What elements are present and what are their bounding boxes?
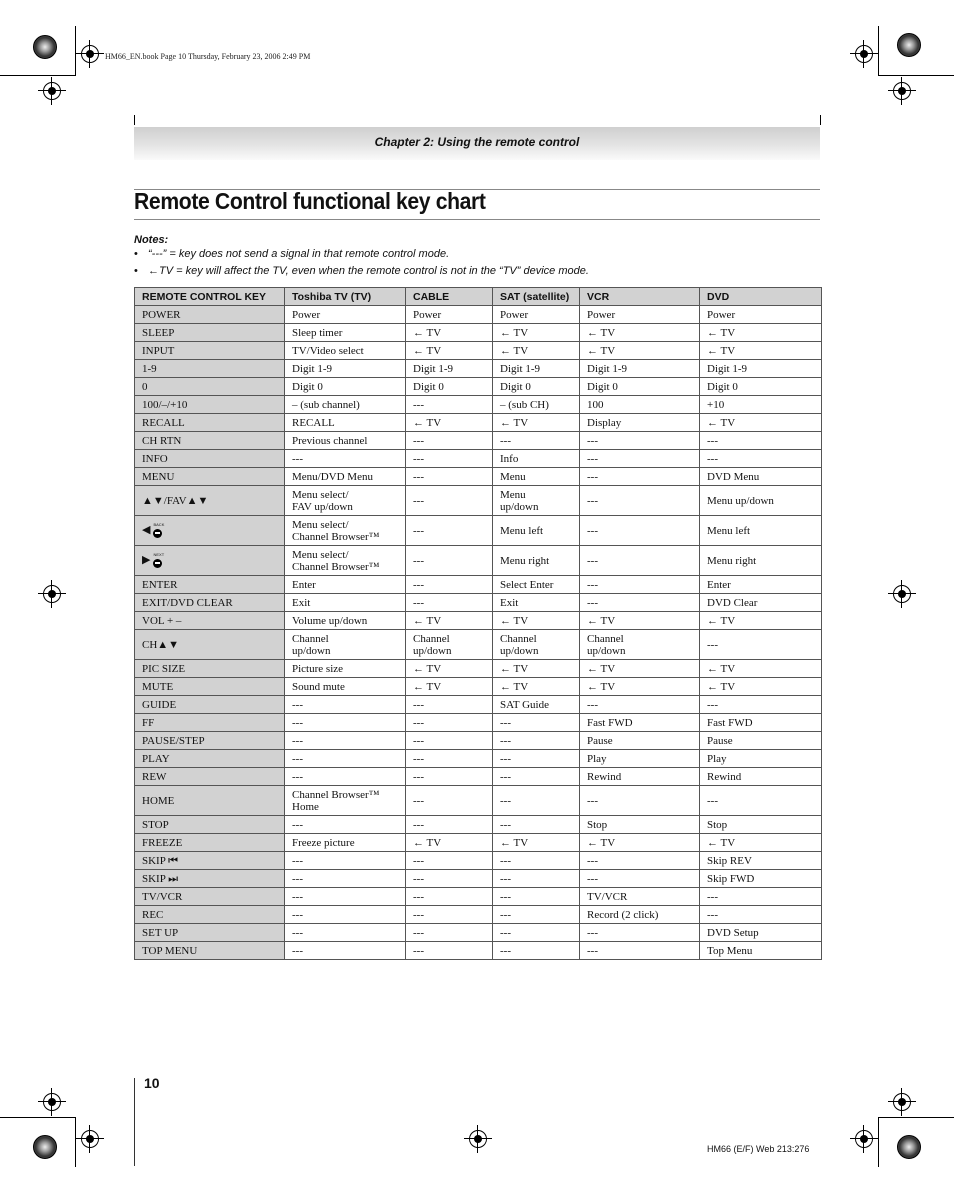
- function-cell: ---: [285, 450, 406, 468]
- function-cell: Channel up/down: [580, 630, 700, 660]
- table-row: [135, 834, 822, 852]
- function-cell: ---: [406, 714, 493, 732]
- key-cell: ENTER: [135, 576, 285, 594]
- key-cell: POWER: [135, 306, 285, 324]
- function-cell: Play: [700, 750, 822, 768]
- function-cell: Menu up/down: [493, 486, 580, 516]
- table-row: [135, 378, 822, 396]
- button-caption: BACK: [153, 522, 165, 527]
- key-cell: ▶ NEXT: [135, 546, 285, 576]
- key-cell: TOP MENU: [135, 942, 285, 960]
- function-cell: Digit 1-9: [285, 360, 406, 378]
- function-cell: ---: [406, 732, 493, 750]
- function-cell: Select Enter: [493, 576, 580, 594]
- key-cell: ◀ BACK: [135, 516, 285, 546]
- function-cell: ---: [700, 696, 822, 714]
- function-cell: Channel up/down: [406, 630, 493, 660]
- function-cell: ← TV: [580, 834, 700, 852]
- registration-mark-icon: [855, 45, 873, 63]
- registration-sunburst-icon: [33, 35, 57, 59]
- registration-sunburst-icon: [33, 1135, 57, 1159]
- table-row: [135, 396, 822, 414]
- function-cell: Skip REV: [700, 852, 822, 870]
- table-row: [135, 414, 822, 432]
- function-cell: ---: [580, 786, 700, 816]
- function-cell: Rewind: [580, 768, 700, 786]
- button-dot-icon: [153, 529, 162, 538]
- key-cell: SKIP ⏮: [135, 852, 285, 870]
- function-cell: ← TV: [406, 324, 493, 342]
- function-cell: Sleep timer: [285, 324, 406, 342]
- function-cell: ← TV: [406, 834, 493, 852]
- function-cell: ← TV: [700, 660, 822, 678]
- function-cell: ---: [406, 888, 493, 906]
- table-row: [135, 816, 822, 834]
- function-cell: ---: [580, 924, 700, 942]
- function-cell: ---: [700, 888, 822, 906]
- key-cell: FF: [135, 714, 285, 732]
- key-cell: STOP: [135, 816, 285, 834]
- table-header-row: [135, 288, 822, 306]
- function-cell: Menu select/ FAV up/down: [285, 486, 406, 516]
- function-cell: ---: [493, 942, 580, 960]
- function-cell: ---: [285, 714, 406, 732]
- function-cell: ---: [700, 630, 822, 660]
- key-cell: CH RTN: [135, 432, 285, 450]
- function-cell: Previous channel: [285, 432, 406, 450]
- table-row: [135, 306, 822, 324]
- key-cell: MENU: [135, 468, 285, 486]
- key-cell: CH▲▼: [135, 630, 285, 660]
- function-cell: ← TV: [406, 678, 493, 696]
- function-cell: ← TV: [700, 324, 822, 342]
- key-cell: SET UP: [135, 924, 285, 942]
- function-cell: Digit 1-9: [406, 360, 493, 378]
- book-info: HM66_EN.book Page 10 Thursday, February 23, 2006 2:49 PM: [105, 52, 311, 61]
- table-row: [135, 360, 822, 378]
- function-cell: ---: [580, 432, 700, 450]
- registration-mark-icon: [43, 82, 61, 100]
- function-cell: ---: [580, 576, 700, 594]
- registration-mark-icon: [43, 585, 61, 603]
- table-row: [135, 594, 822, 612]
- function-cell: ---: [493, 786, 580, 816]
- function-cell: – (sub CH): [493, 396, 580, 414]
- function-cell: ---: [700, 786, 822, 816]
- function-cell: Stop: [580, 816, 700, 834]
- function-cell: ← TV: [493, 834, 580, 852]
- table-row: [135, 906, 822, 924]
- function-cell: ← TV: [580, 660, 700, 678]
- table-row: [135, 678, 822, 696]
- function-cell: Power: [406, 306, 493, 324]
- function-cell: ---: [580, 870, 700, 888]
- function-cell: ---: [285, 852, 406, 870]
- function-cell: Enter: [700, 576, 822, 594]
- table-row: [135, 612, 822, 630]
- function-cell: Play: [580, 750, 700, 768]
- function-cell: Digit 0: [580, 378, 700, 396]
- function-cell: Menu up/down: [700, 486, 822, 516]
- function-cell: DVD Setup: [700, 924, 822, 942]
- function-cell: Display: [580, 414, 700, 432]
- function-cell: ---: [406, 546, 493, 576]
- function-cell: ---: [285, 888, 406, 906]
- registration-mark-icon: [81, 1130, 99, 1148]
- function-cell: ---: [406, 450, 493, 468]
- function-cell: Record (2 click): [580, 906, 700, 924]
- function-cell: ← TV: [493, 414, 580, 432]
- function-cell: ---: [285, 696, 406, 714]
- function-cell: Top Menu: [700, 942, 822, 960]
- button-dot-icon: [153, 559, 162, 568]
- function-cell: ---: [700, 450, 822, 468]
- key-cell: HOME: [135, 786, 285, 816]
- function-cell: ---: [285, 768, 406, 786]
- table-row: [135, 786, 822, 816]
- key-cell: PIC SIZE: [135, 660, 285, 678]
- note-item: • ←TV = key will affect the TV, even when the remote control is not in the “TV” device mode.: [134, 265, 589, 277]
- function-cell: ---: [285, 924, 406, 942]
- function-cell: ---: [406, 396, 493, 414]
- function-cell: Menu right: [700, 546, 822, 576]
- key-cell: SLEEP: [135, 324, 285, 342]
- function-cell: Power: [700, 306, 822, 324]
- function-cell: ← TV: [700, 612, 822, 630]
- table-row: [135, 468, 822, 486]
- back-button-icon: [153, 522, 164, 539]
- function-cell: ---: [493, 816, 580, 834]
- function-cell: DVD Clear: [700, 594, 822, 612]
- function-cell: ---: [580, 450, 700, 468]
- table-row: [135, 450, 822, 468]
- function-cell: ---: [406, 786, 493, 816]
- function-cell: Exit: [285, 594, 406, 612]
- key-cell: INPUT: [135, 342, 285, 360]
- key-cell: PLAY: [135, 750, 285, 768]
- column-header: Toshiba TV (TV): [285, 288, 406, 306]
- table-row: [135, 942, 822, 960]
- function-cell: ← TV: [700, 342, 822, 360]
- function-cell: TV/VCR: [580, 888, 700, 906]
- key-cell: GUIDE: [135, 696, 285, 714]
- function-cell: ---: [406, 696, 493, 714]
- function-cell: ← TV: [406, 660, 493, 678]
- function-cell: ---: [493, 870, 580, 888]
- function-cell: Menu select/ Channel Browser™: [285, 516, 406, 546]
- function-cell: ---: [406, 942, 493, 960]
- column-header: CABLE: [406, 288, 493, 306]
- function-cell: Digit 0: [285, 378, 406, 396]
- function-cell: ← TV: [700, 414, 822, 432]
- table-row: [135, 324, 822, 342]
- next-button-icon: [153, 552, 164, 569]
- function-cell: ---: [493, 732, 580, 750]
- registration-mark-icon: [855, 1130, 873, 1148]
- function-cell: ← TV: [406, 342, 493, 360]
- table-row: [135, 516, 822, 546]
- function-cell: Skip FWD: [700, 870, 822, 888]
- function-cell: – (sub channel): [285, 396, 406, 414]
- function-cell: ← TV: [493, 324, 580, 342]
- table-row: [135, 342, 822, 360]
- function-cell: ---: [285, 750, 406, 768]
- function-cell: ---: [493, 888, 580, 906]
- function-cell: ← TV: [493, 678, 580, 696]
- function-cell: Menu right: [493, 546, 580, 576]
- function-cell: ← TV: [493, 342, 580, 360]
- function-cell: ---: [406, 594, 493, 612]
- key-cell: VOL + –: [135, 612, 285, 630]
- key-cell: FREEZE: [135, 834, 285, 852]
- function-cell: Channel up/down: [493, 630, 580, 660]
- function-cell: ---: [285, 816, 406, 834]
- function-cell: ---: [493, 768, 580, 786]
- function-cell: Fast FWD: [580, 714, 700, 732]
- function-cell: Channel Browser™ Home: [285, 786, 406, 816]
- function-cell: ---: [580, 546, 700, 576]
- function-cell: ---: [285, 906, 406, 924]
- table-row: [135, 546, 822, 576]
- function-cell: ---: [700, 432, 822, 450]
- table-row: [135, 660, 822, 678]
- table-row: [135, 714, 822, 732]
- function-cell: ← TV: [700, 834, 822, 852]
- function-cell: Digit 0: [406, 378, 493, 396]
- notes-title: Notes:: [134, 234, 169, 246]
- key-cell: TV/VCR: [135, 888, 285, 906]
- key-cell: REW: [135, 768, 285, 786]
- registration-mark-icon: [893, 585, 911, 603]
- function-cell: Power: [580, 306, 700, 324]
- function-cell: ---: [580, 594, 700, 612]
- function-cell: ---: [493, 432, 580, 450]
- function-cell: ---: [580, 486, 700, 516]
- function-cell: Digit 0: [700, 378, 822, 396]
- function-cell: Power: [493, 306, 580, 324]
- registration-mark-icon: [81, 45, 99, 63]
- function-cell: Digit 1-9: [493, 360, 580, 378]
- function-cell: ← TV: [580, 612, 700, 630]
- function-cell: Menu: [493, 468, 580, 486]
- registration-sunburst-icon: [897, 1135, 921, 1159]
- registration-mark-icon: [43, 1093, 61, 1111]
- function-cell: ← TV: [580, 678, 700, 696]
- button-caption: NEXT: [153, 552, 165, 557]
- function-cell: ---: [580, 696, 700, 714]
- function-cell: ← TV: [493, 660, 580, 678]
- function-cell: ---: [493, 906, 580, 924]
- registration-sunburst-icon: [897, 33, 921, 57]
- function-cell: ---: [285, 732, 406, 750]
- function-cell: ---: [700, 906, 822, 924]
- function-cell: ---: [493, 714, 580, 732]
- function-cell: Rewind: [700, 768, 822, 786]
- key-cell: SKIP ⏭: [135, 870, 285, 888]
- table-row: [135, 750, 822, 768]
- table-body: [135, 306, 822, 960]
- title-rule-bottom: [134, 219, 820, 220]
- function-cell: ← TV: [406, 414, 493, 432]
- function-cell: Menu left: [493, 516, 580, 546]
- function-cell: Digit 1-9: [700, 360, 822, 378]
- function-cell: ---: [406, 432, 493, 450]
- function-cell: ---: [493, 750, 580, 768]
- function-cell: ---: [406, 816, 493, 834]
- registration-mark-icon: [893, 1093, 911, 1111]
- table-row: [135, 576, 822, 594]
- function-cell: ---: [580, 942, 700, 960]
- key-cell: REC: [135, 906, 285, 924]
- key-cell: ▲▼/FAV▲▼: [135, 486, 285, 516]
- function-cell: RECALL: [285, 414, 406, 432]
- registration-mark-icon: [469, 1130, 487, 1148]
- key-cell: RECALL: [135, 414, 285, 432]
- function-cell: Info: [493, 450, 580, 468]
- key-cell: 0: [135, 378, 285, 396]
- function-cell: ---: [406, 906, 493, 924]
- table-row: [135, 924, 822, 942]
- table-row: [135, 630, 822, 660]
- function-cell: Pause: [580, 732, 700, 750]
- function-cell: ---: [406, 486, 493, 516]
- function-cell: DVD Menu: [700, 468, 822, 486]
- key-cell: INFO: [135, 450, 285, 468]
- table-row: [135, 870, 822, 888]
- note-item: • “---” = key does not send a signal in that remote control mode.: [134, 248, 450, 260]
- function-cell: Digit 1-9: [580, 360, 700, 378]
- table-row: [135, 732, 822, 750]
- margin-line: [134, 1078, 135, 1166]
- function-cell: ---: [285, 942, 406, 960]
- function-cell: ---: [406, 750, 493, 768]
- function-cell: Enter: [285, 576, 406, 594]
- function-cell: SAT Guide: [493, 696, 580, 714]
- function-cell: Menu/DVD Menu: [285, 468, 406, 486]
- function-cell: ---: [580, 468, 700, 486]
- table-row: [135, 852, 822, 870]
- function-cell: Power: [285, 306, 406, 324]
- column-header: DVD: [700, 288, 822, 306]
- footer-code: HM66 (E/F) Web 213:276: [707, 1144, 810, 1154]
- function-cell: ← TV: [580, 342, 700, 360]
- chapter-title: Chapter 2: Using the remote control: [374, 135, 580, 149]
- page-title: Remote Control functional key chart: [134, 188, 486, 214]
- column-header: REMOTE CONTROL KEY: [135, 288, 285, 306]
- function-cell: Digit 0: [493, 378, 580, 396]
- function-cell: ← TV: [700, 678, 822, 696]
- function-cell: ---: [406, 768, 493, 786]
- table-row: [135, 888, 822, 906]
- key-cell: 100/–/+10: [135, 396, 285, 414]
- function-cell: ---: [406, 468, 493, 486]
- function-cell: TV/Video select: [285, 342, 406, 360]
- key-cell: MUTE: [135, 678, 285, 696]
- function-cell: Channel up/down: [285, 630, 406, 660]
- functional-key-table: [134, 287, 822, 960]
- function-cell: Picture size: [285, 660, 406, 678]
- column-header: SAT (satellite): [493, 288, 580, 306]
- function-cell: ---: [406, 924, 493, 942]
- function-cell: Stop: [700, 816, 822, 834]
- function-cell: ← TV: [580, 324, 700, 342]
- function-cell: Exit: [493, 594, 580, 612]
- key-cell: EXIT/DVD CLEAR: [135, 594, 285, 612]
- function-cell: ← TV: [493, 612, 580, 630]
- table-row: [135, 768, 822, 786]
- function-cell: Freeze picture: [285, 834, 406, 852]
- table-row: [135, 696, 822, 714]
- function-cell: ---: [493, 852, 580, 870]
- page-number: 10: [144, 1075, 160, 1091]
- function-cell: Fast FWD: [700, 714, 822, 732]
- function-cell: ---: [406, 576, 493, 594]
- registration-mark-icon: [893, 82, 911, 100]
- table-row: [135, 486, 822, 516]
- function-cell: ---: [493, 924, 580, 942]
- function-cell: +10: [700, 396, 822, 414]
- function-cell: Menu select/ Channel Browser™: [285, 546, 406, 576]
- function-cell: 100: [580, 396, 700, 414]
- function-cell: ---: [285, 870, 406, 888]
- function-cell: Volume up/down: [285, 612, 406, 630]
- chapter-header-band: [134, 127, 820, 160]
- function-cell: Sound mute: [285, 678, 406, 696]
- function-cell: ---: [580, 516, 700, 546]
- function-cell: Pause: [700, 732, 822, 750]
- function-cell: Menu left: [700, 516, 822, 546]
- function-cell: ---: [580, 852, 700, 870]
- column-header: VCR: [580, 288, 700, 306]
- function-cell: ← TV: [406, 612, 493, 630]
- function-cell: ---: [406, 870, 493, 888]
- table-row: [135, 432, 822, 450]
- function-cell: ---: [406, 852, 493, 870]
- key-cell: 1-9: [135, 360, 285, 378]
- function-cell: ---: [406, 516, 493, 546]
- key-cell: PAUSE/STEP: [135, 732, 285, 750]
